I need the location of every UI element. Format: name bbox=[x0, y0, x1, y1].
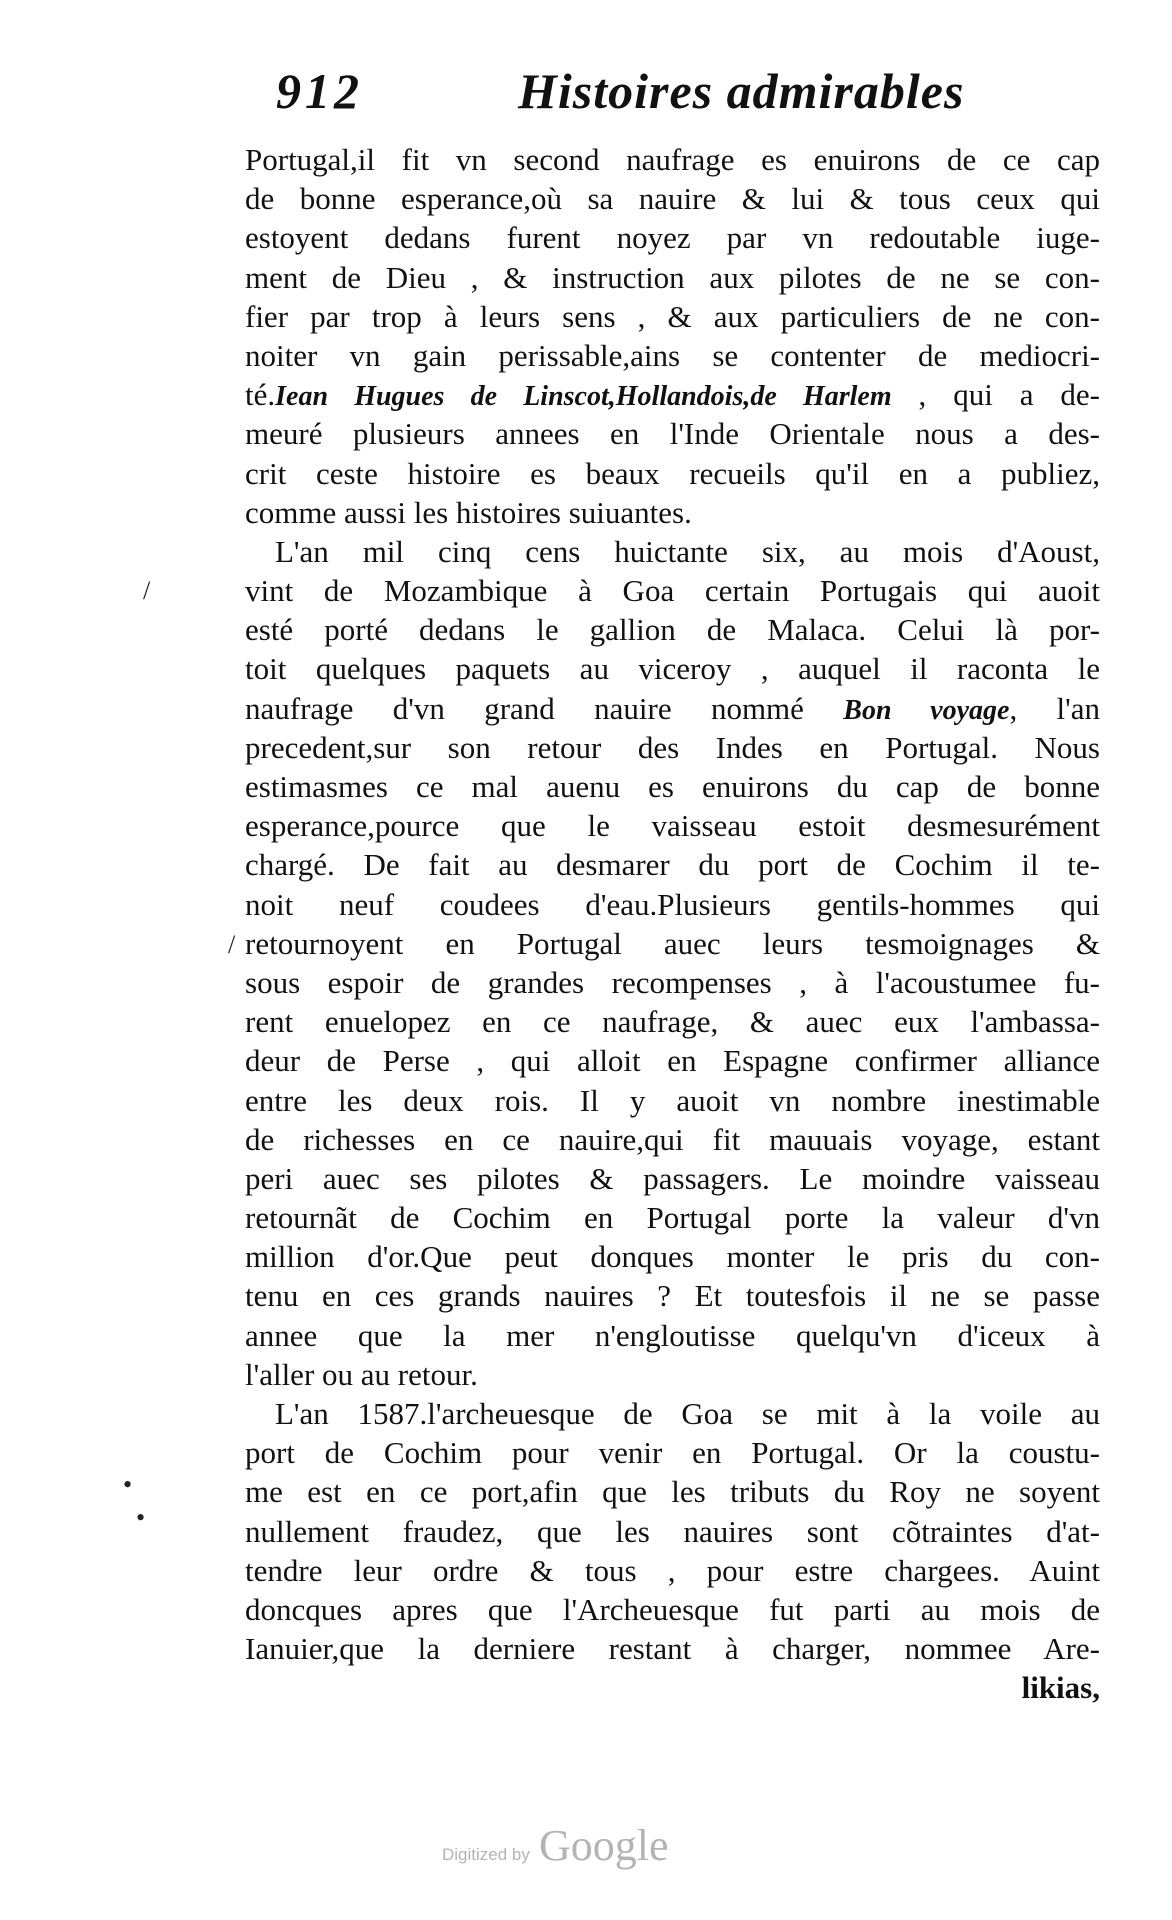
text-run: doncques apres que l'Archeuesque fut parti au mois de bbox=[245, 1591, 1100, 1627]
text-run: fier par trop à leurs sens , & aux particuliers de ne con- bbox=[245, 298, 1100, 334]
text-run: me est en ce port,afin que les tributs du Roy ne soyent bbox=[245, 1474, 1100, 1510]
text-line bbox=[245, 1590, 1100, 1629]
text-run: esperance,pource que le vaisseau estoit desmesurément bbox=[245, 808, 1100, 844]
text-run: retournoyent en Portugal auec leurs tesmoignages & bbox=[245, 925, 1100, 961]
margin-mark: • bbox=[123, 1470, 133, 1499]
text-line bbox=[245, 297, 1100, 336]
text-line bbox=[245, 1512, 1100, 1551]
text-line bbox=[245, 1433, 1100, 1472]
text-run: ment de Dieu , & instruction aux pilotes de ne se con- bbox=[245, 259, 1100, 295]
text-run: de richesses en ce nauire,qui fit mauuais voyage, estant bbox=[245, 1121, 1100, 1157]
text-run: million d'or.Que peut donques monter le pris du con- bbox=[245, 1239, 1100, 1275]
text-line bbox=[245, 806, 1100, 845]
margin-mark: • bbox=[136, 1503, 146, 1532]
text-line bbox=[245, 140, 1100, 179]
text-line bbox=[245, 1394, 1100, 1433]
text-line bbox=[245, 414, 1100, 453]
text-run: precedent,sur son retour des Indes en Portugal. Nous bbox=[245, 729, 1100, 765]
text-line bbox=[245, 336, 1100, 375]
margin-mark: / bbox=[143, 576, 151, 605]
text-line bbox=[245, 1081, 1100, 1120]
text-line bbox=[245, 1472, 1100, 1511]
page-number: 912 bbox=[276, 63, 363, 119]
text-run: de bonne esperance,où sa nauire & lui & tous ceux qui bbox=[245, 181, 1100, 217]
text-line bbox=[245, 924, 1100, 963]
text-line bbox=[245, 1120, 1100, 1159]
text-run: deur de Perse , qui alloit en Espagne confirmer alliance bbox=[245, 1043, 1100, 1079]
text-run: comme aussi les histoires suiuantes. bbox=[245, 494, 692, 530]
italic-phrase: Bon voyage bbox=[843, 694, 1010, 726]
text-run: estimasmes ce mal auenu es enuirons du cap de bonne bbox=[245, 769, 1100, 804]
running-title: Histoires admirables bbox=[518, 63, 965, 119]
text-run: , l'an bbox=[1009, 690, 1100, 726]
catchword: likias, bbox=[1021, 1670, 1100, 1706]
text-run: sous espoir de grandes recompenses , à l'acoustumee fu- bbox=[245, 964, 1100, 1000]
text-line bbox=[245, 689, 1100, 728]
text-line bbox=[245, 1041, 1100, 1080]
text-run: crit ceste histoire es beaux recueils qu'il en a publiez, bbox=[245, 455, 1100, 491]
text-line bbox=[245, 767, 1100, 806]
text-line bbox=[245, 1159, 1100, 1198]
text-line bbox=[245, 1002, 1100, 1041]
text-run: L'an mil cinq cens huictante six, au mois d'Aoust, bbox=[275, 533, 1100, 569]
text-line bbox=[245, 1276, 1100, 1315]
text-run: nullement fraudez, que les nauires sont cõtraintes d'at- bbox=[245, 1513, 1100, 1549]
text-run: tendre leur ordre & tous , pour estre chargees. Auint bbox=[245, 1552, 1100, 1588]
text-line bbox=[245, 218, 1100, 257]
text-run: té. bbox=[245, 377, 276, 413]
text-line bbox=[245, 728, 1100, 767]
text-run: entre les deux rois. Il y auoit vn nombre inestimable bbox=[245, 1082, 1100, 1118]
text-line bbox=[245, 493, 1100, 532]
text-line bbox=[245, 1355, 1100, 1394]
text-run: estoyent dedans furent noyez par vn redoutable iuge- bbox=[245, 220, 1100, 256]
google-logo: Google bbox=[538, 1821, 669, 1870]
text-line bbox=[245, 454, 1100, 493]
text-run: noit neuf coudees d'eau.Plusieurs gentils-hommes qui bbox=[245, 886, 1100, 922]
digitized-watermark bbox=[442, 1820, 669, 1880]
text-run: chargé. De fait au desmarer du port de Cochim il te- bbox=[245, 847, 1100, 883]
text-run: esté porté dedans le gallion de Malaca. Celui là por- bbox=[245, 612, 1100, 648]
running-head bbox=[276, 58, 1096, 138]
text-line bbox=[245, 649, 1100, 688]
text-line bbox=[245, 885, 1100, 924]
text-run: toit quelques paquets au viceroy , auquel il raconta le bbox=[245, 651, 1100, 687]
text-run: , qui a de- bbox=[891, 377, 1100, 413]
text-run: port de Cochim pour venir en Portugal. Or la coustu- bbox=[245, 1435, 1100, 1471]
watermark-caption: Digitized by bbox=[442, 1845, 530, 1864]
text-line bbox=[245, 963, 1100, 1002]
text-line bbox=[245, 1551, 1100, 1590]
text-run: tenu en ces grands nauires ? Et toutesfois il ne se passe bbox=[245, 1278, 1100, 1314]
text-run: Ianuier,que la derniere restant à charger, nommee Are- bbox=[245, 1631, 1100, 1667]
text-line bbox=[245, 375, 1100, 414]
text-run: peri auec ses pilotes & passagers. Le moindre vaisseau bbox=[245, 1160, 1100, 1196]
text-run: rent enuelopez en ce naufrage, & auec eux l'ambassa- bbox=[245, 1004, 1100, 1040]
text-run: retournãt de Cochim en Portugal porte la valeur d'vn bbox=[245, 1200, 1100, 1236]
text-run: L'an 1587.l'archeuesque de Goa se mit à la voile au bbox=[275, 1396, 1100, 1431]
italic-phrase: Iean Hugues de Linscot,Hollandois,de Harlem bbox=[275, 381, 892, 413]
text-run: l'aller ou au retour. bbox=[245, 1356, 478, 1392]
text-run: annee que la mer n'engloutisse quelqu'vn d'iceux à bbox=[245, 1317, 1100, 1353]
text-line bbox=[245, 571, 1100, 610]
text-run: meuré plusieurs annees en l'Inde Orientale nous a des- bbox=[245, 416, 1100, 452]
text-run: Portugal,il fit vn second naufrage es enuirons de ce cap bbox=[245, 142, 1100, 177]
text-line bbox=[245, 1198, 1100, 1237]
text-run: noiter vn gain perissable,ains se contenter de mediocri- bbox=[245, 337, 1100, 373]
text-line bbox=[245, 258, 1100, 297]
text-line bbox=[245, 179, 1100, 218]
text-run: naufrage d'vn grand nauire nommé bbox=[245, 690, 844, 726]
margin-mark: / bbox=[228, 930, 236, 959]
text-run: vint de Mozambique à Goa certain Portugais qui auoit bbox=[245, 573, 1100, 609]
text-line bbox=[245, 1237, 1100, 1276]
text-line bbox=[245, 532, 1100, 571]
body-text bbox=[245, 140, 1100, 1708]
text-line bbox=[245, 845, 1100, 884]
text-line bbox=[245, 1316, 1100, 1355]
text-line bbox=[245, 1629, 1100, 1668]
text-line bbox=[245, 610, 1100, 649]
